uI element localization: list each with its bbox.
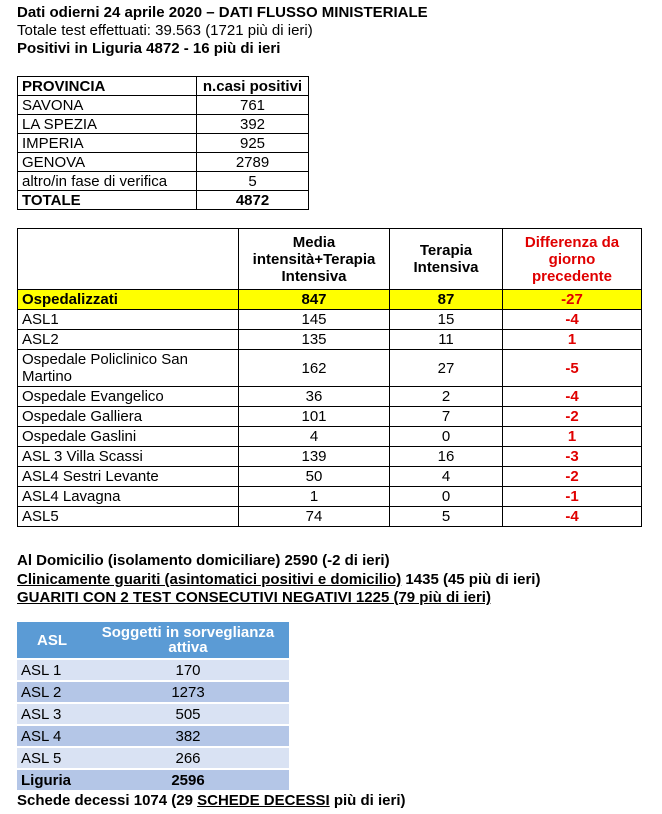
total-row xyxy=(18,191,309,210)
header-empty xyxy=(18,229,239,290)
clinic-line xyxy=(17,571,540,589)
asl-name: ASL 5 xyxy=(17,747,87,769)
row-ti: 87 xyxy=(390,290,503,310)
table-header-row xyxy=(18,229,642,290)
row-media: 135 xyxy=(239,330,390,350)
row-name: ASL1 xyxy=(18,310,239,330)
clinic-rest: 1435 (45 più di ieri) xyxy=(401,571,541,588)
asl-name: ASL 2 xyxy=(17,681,87,703)
header-asl: ASL xyxy=(17,622,87,659)
province-name: SAVONA xyxy=(18,96,197,115)
row-name: Ospedale Evangelico xyxy=(18,387,239,407)
province-value: 5 xyxy=(197,172,309,191)
province-table xyxy=(17,76,309,210)
province-value: 2789 xyxy=(197,153,309,172)
positives-line: Positivi in Liguria 4872 - 16 più di ieri xyxy=(17,40,281,57)
row-media: 101 xyxy=(239,407,390,427)
row-ti: 16 xyxy=(390,447,503,467)
row-ti: 27 xyxy=(390,350,503,387)
asl-name: ASL 1 xyxy=(17,659,87,681)
row-diff: -4 xyxy=(503,310,642,330)
asl-value: 382 xyxy=(87,725,289,747)
row-name: ASL4 Lavagna xyxy=(18,487,239,507)
domicilio-line: Al Domicilio (isolamento domiciliare) 2590 (-2 di ieri) xyxy=(17,552,390,569)
row-ti: 0 xyxy=(390,427,503,447)
asl-name: ASL 4 xyxy=(17,725,87,747)
row-diff: 1 xyxy=(503,330,642,350)
row-name: ASL5 xyxy=(18,507,239,527)
row-name: Ospedale Galliera xyxy=(18,407,239,427)
table-row xyxy=(18,134,309,153)
table-row xyxy=(18,427,642,447)
row-diff: -3 xyxy=(503,447,642,467)
row-ti: 11 xyxy=(390,330,503,350)
table-row xyxy=(18,153,309,172)
table-header-row xyxy=(18,77,309,96)
total-row xyxy=(17,769,289,791)
decessi-suffix: più di ieri) xyxy=(329,792,406,809)
row-name: ASL 3 Villa Scassi xyxy=(18,447,239,467)
header-ti: Terapia Intensiva xyxy=(390,229,503,290)
table-row xyxy=(18,447,642,467)
asl-value: 266 xyxy=(87,747,289,769)
row-diff: -2 xyxy=(503,407,642,427)
row-diff: -1 xyxy=(503,487,642,507)
row-name: Ospedale Gaslini xyxy=(18,427,239,447)
row-media: 847 xyxy=(239,290,390,310)
province-name: GENOVA xyxy=(18,153,197,172)
province-value: 761 xyxy=(197,96,309,115)
table-row xyxy=(18,407,642,427)
table-row xyxy=(18,467,642,487)
row-diff: -5 xyxy=(503,350,642,387)
row-name: Ospedalizzati xyxy=(18,290,239,310)
row-ti: 0 xyxy=(390,487,503,507)
row-media: 139 xyxy=(239,447,390,467)
total-value: 2596 xyxy=(87,769,289,791)
row-diff: -4 xyxy=(503,507,642,527)
row-diff: -27 xyxy=(503,290,642,310)
table-row xyxy=(17,725,289,747)
row-ti: 5 xyxy=(390,507,503,527)
decessi-prefix: Schede decessi 1074 (29 xyxy=(17,792,198,809)
row-ti: 4 xyxy=(390,467,503,487)
table-row xyxy=(18,330,642,350)
table-row xyxy=(18,310,642,330)
table-row xyxy=(18,350,642,387)
row-name: ASL2 xyxy=(18,330,239,350)
decessi-underlined: SCHEDE DECESSI xyxy=(197,792,330,809)
guariti-line: GUARITI CON 2 TEST CONSECUTIVI NEGATIVI 1225 (79 più di ieri) xyxy=(17,589,491,606)
header-media: Media intensità+Terapia Intensiva xyxy=(239,229,390,290)
row-ti: 7 xyxy=(390,407,503,427)
decessi-line xyxy=(17,792,406,810)
table-row xyxy=(17,703,289,725)
header-provincia: PROVINCIA xyxy=(18,77,197,96)
row-ti: 2 xyxy=(390,387,503,407)
table-row xyxy=(18,487,642,507)
hospital-table xyxy=(17,228,642,527)
row-media: 36 xyxy=(239,387,390,407)
province-name: LA SPEZIA xyxy=(18,115,197,134)
row-diff: -4 xyxy=(503,387,642,407)
table-row xyxy=(17,659,289,681)
province-value: 392 xyxy=(197,115,309,134)
ospedalizzati-row xyxy=(18,290,642,310)
table-row xyxy=(18,172,309,191)
table-row xyxy=(18,115,309,134)
asl-value: 1273 xyxy=(87,681,289,703)
surveillance-table xyxy=(17,622,289,792)
row-ti: 15 xyxy=(390,310,503,330)
header-soggetti: Soggetti in sorveglianza attiva xyxy=(87,622,289,659)
table-row xyxy=(18,387,642,407)
clinic-underlined: Clinicamente guariti (asintomatici positivi e domicilio) xyxy=(17,571,402,588)
row-diff: -2 xyxy=(503,467,642,487)
tests-line: Totale test effettuati: 39.563 (1721 più di ieri) xyxy=(17,22,313,39)
row-diff: 1 xyxy=(503,427,642,447)
row-media: 145 xyxy=(239,310,390,330)
province-name: altro/in fase di verifica xyxy=(18,172,197,191)
total-value: 4872 xyxy=(197,191,309,210)
title-line: Dati odierni 24 aprile 2020 – DATI FLUSSO MINISTERIALE xyxy=(17,4,428,21)
table-row xyxy=(18,96,309,115)
row-media: 4 xyxy=(239,427,390,447)
asl-value: 170 xyxy=(87,659,289,681)
table-row xyxy=(17,681,289,703)
table-row xyxy=(18,507,642,527)
table-row xyxy=(17,747,289,769)
row-name: ASL4 Sestri Levante xyxy=(18,467,239,487)
row-media: 74 xyxy=(239,507,390,527)
row-media: 50 xyxy=(239,467,390,487)
header-diff: Differenza da giorno precedente xyxy=(503,229,642,290)
row-media: 1 xyxy=(239,487,390,507)
asl-name: ASL 3 xyxy=(17,703,87,725)
asl-value: 505 xyxy=(87,703,289,725)
header-casi: n.casi positivi xyxy=(197,77,309,96)
total-label: TOTALE xyxy=(18,191,197,210)
table-header-row xyxy=(17,622,289,659)
province-value: 925 xyxy=(197,134,309,153)
row-media: 162 xyxy=(239,350,390,387)
province-name: IMPERIA xyxy=(18,134,197,153)
row-name: Ospedale Policlinico San Martino xyxy=(18,350,239,387)
total-label: Liguria xyxy=(17,769,87,791)
